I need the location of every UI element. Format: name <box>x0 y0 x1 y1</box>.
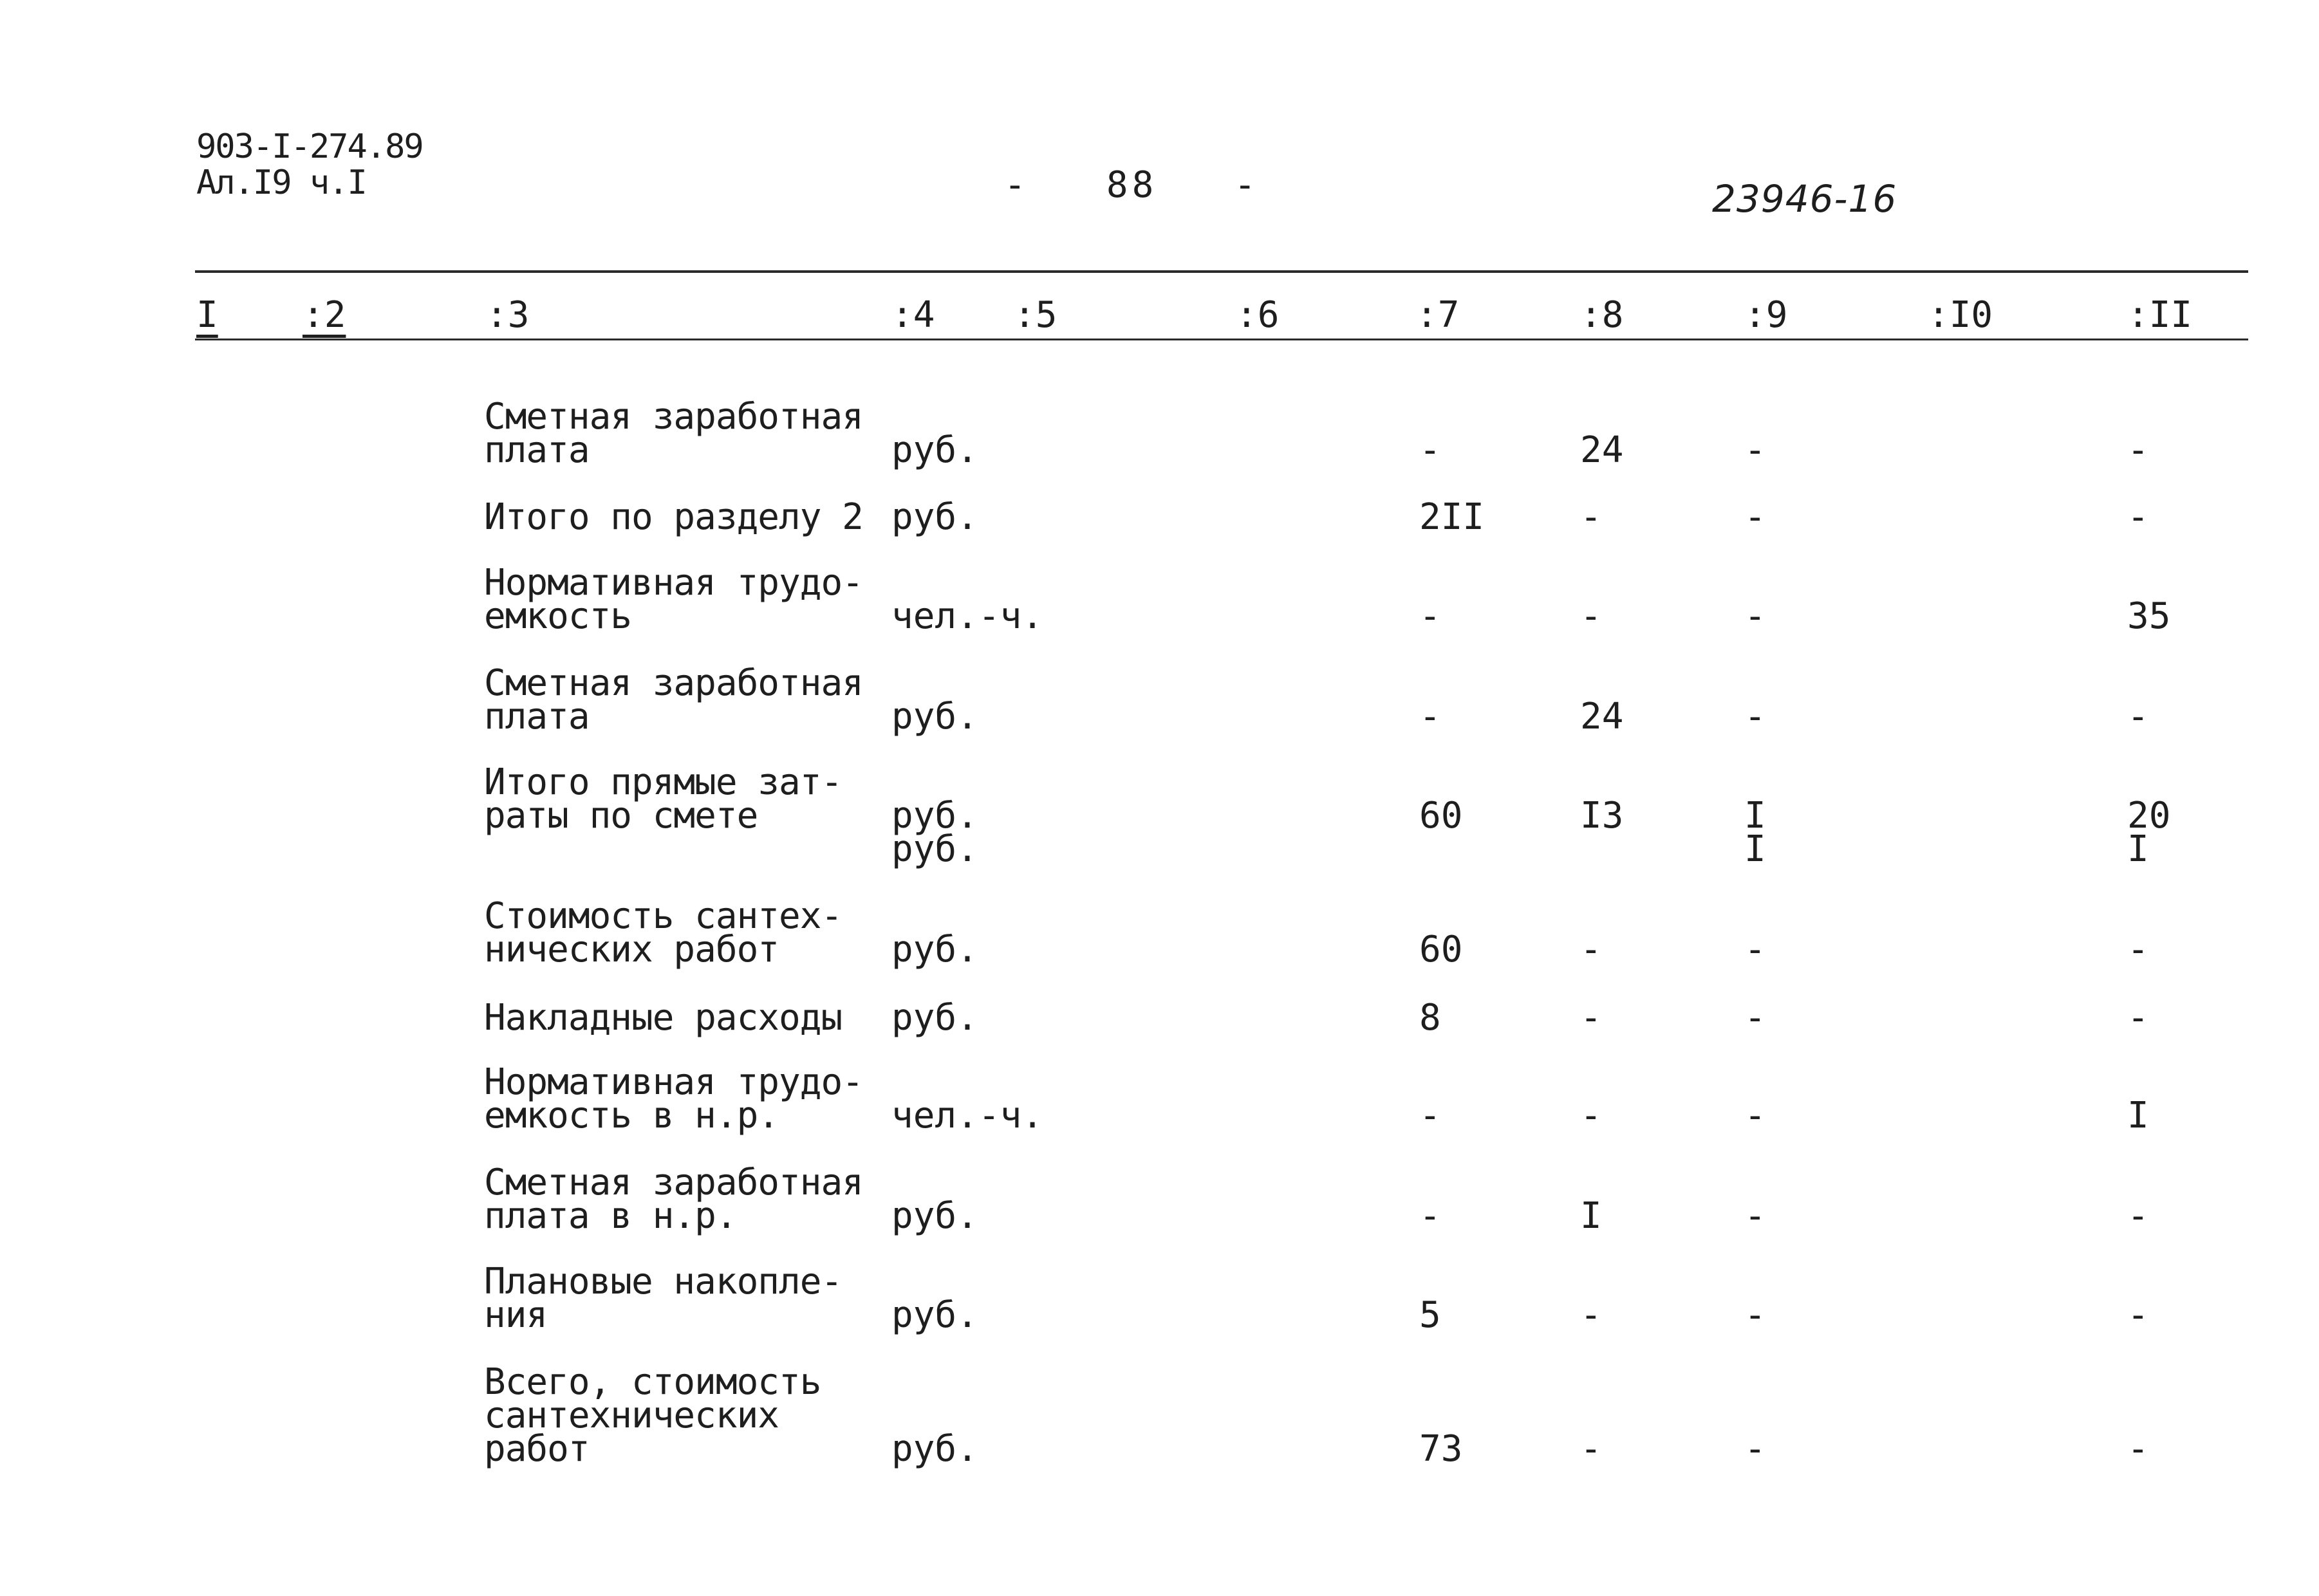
document-code-line2: Ал.I9 ч.I <box>196 163 366 202</box>
row-2-col8: - <box>1580 496 1602 538</box>
row-8-col9: - <box>1744 1095 1766 1137</box>
column-header-5: :5 <box>1014 294 1057 336</box>
row-6-col9: - <box>1744 929 1766 970</box>
row-7-col8: - <box>1580 997 1602 1039</box>
row-6-col8: - <box>1580 929 1602 970</box>
row-10-col9: - <box>1744 1294 1766 1336</box>
table-header-rule <box>195 339 2248 340</box>
column-header-4: :4 <box>891 294 935 336</box>
row-9-col8: I <box>1580 1195 1602 1237</box>
row-10-unit: руб. <box>891 1294 978 1336</box>
row-6-col7: 60 <box>1419 929 1463 970</box>
row-4-col8: 24 <box>1580 696 1624 738</box>
column-header-8: :8 <box>1580 294 1624 336</box>
document-code-line1: 903-I-274.89 <box>196 127 423 166</box>
row-11-col8: - <box>1580 1428 1602 1470</box>
row-4-col9: - <box>1744 696 1766 738</box>
row-7-col7: 8 <box>1419 997 1441 1039</box>
row-4-col11: - <box>2127 696 2149 738</box>
row-5-col7: 60 <box>1419 795 1463 837</box>
row-1-col9: - <box>1744 429 1766 471</box>
column-header-11: :II <box>2127 294 2193 336</box>
row-4-col7: - <box>1419 696 1441 738</box>
document-code <box>196 129 423 201</box>
row-11-col7: 73 <box>1419 1428 1463 1470</box>
column-header-1: I <box>196 294 218 336</box>
row-7-unit: руб. <box>891 997 978 1039</box>
row-3-col11: 35 <box>2127 595 2171 637</box>
row-3-description: Нормативная трудо- емкость <box>484 562 863 637</box>
page-number: - 88 - <box>1004 164 1260 206</box>
row-5-description: Итого прямые зат- раты по смете <box>484 761 843 837</box>
row-2-col9: - <box>1744 496 1766 538</box>
row-6-unit: руб. <box>891 929 978 970</box>
row-10-col7: 5 <box>1419 1294 1441 1336</box>
row-10-description: Плановые накопле- ния <box>484 1261 843 1336</box>
row-5-col9: I I <box>1744 795 1766 870</box>
row-6-description: Стоимость сантех- нических работ <box>484 895 843 970</box>
row-8-description: Нормативная трудо- емкость в н.р. <box>484 1061 863 1137</box>
row-7-description: Накладные расходы <box>484 997 843 1039</box>
row-11-col11: - <box>2127 1428 2149 1470</box>
row-8-col7: - <box>1419 1095 1441 1137</box>
row-8-col8: - <box>1580 1095 1602 1137</box>
row-10-col8: - <box>1580 1294 1602 1336</box>
table-top-rule <box>195 270 2248 273</box>
row-1-description: Сметная заработная плата <box>484 396 863 471</box>
row-1-col11: - <box>2127 429 2149 471</box>
row-2-col7: 2II <box>1419 496 1485 538</box>
row-9-unit: руб. <box>891 1195 978 1237</box>
row-5-unit: руб. руб. <box>891 795 978 870</box>
column-header-10: :I0 <box>1928 294 1993 336</box>
document-number: 23946-16 <box>1712 177 1897 221</box>
row-9-description: Сметная заработная плата в н.р. <box>484 1162 863 1237</box>
row-3-unit: чел.-ч. <box>891 595 1044 637</box>
column-header-3: :3 <box>486 294 530 336</box>
row-11-description: Всего, стоимость сантехнических работ <box>484 1361 821 1470</box>
row-9-col9: - <box>1744 1195 1766 1237</box>
row-2-description: Итого по разделу 2 <box>484 496 863 538</box>
row-7-col9: - <box>1744 997 1766 1039</box>
row-5-col11: 20 I <box>2127 795 2171 870</box>
row-4-description: Сметная заработная плата <box>484 662 863 738</box>
row-9-col7: - <box>1419 1195 1441 1237</box>
column-header-2: :2 <box>303 294 346 336</box>
row-3-col7: - <box>1419 595 1441 637</box>
row-2-unit: руб. <box>891 496 978 538</box>
row-11-col9: - <box>1744 1428 1766 1470</box>
row-7-col11: - <box>2127 997 2149 1039</box>
row-10-col11: - <box>2127 1294 2149 1336</box>
column-header-9: :9 <box>1744 294 1788 336</box>
row-4-unit: руб. <box>891 696 978 738</box>
column-header-7: :7 <box>1416 294 1460 336</box>
row-3-col9: - <box>1744 595 1766 637</box>
row-6-col11: - <box>2127 929 2149 970</box>
row-1-col8: 24 <box>1580 429 1624 471</box>
row-8-col11: I <box>2127 1095 2149 1137</box>
row-11-unit: руб. <box>891 1428 978 1470</box>
row-3-col8: - <box>1580 595 1602 637</box>
row-9-col11: - <box>2127 1195 2149 1237</box>
row-5-col8: I3 <box>1580 795 1624 837</box>
column-header-6: :6 <box>1236 294 1280 336</box>
row-1-unit: руб. <box>891 429 978 471</box>
row-2-col11: - <box>2127 496 2149 538</box>
row-1-col7: - <box>1419 429 1441 471</box>
row-8-unit: чел.-ч. <box>891 1095 1044 1137</box>
